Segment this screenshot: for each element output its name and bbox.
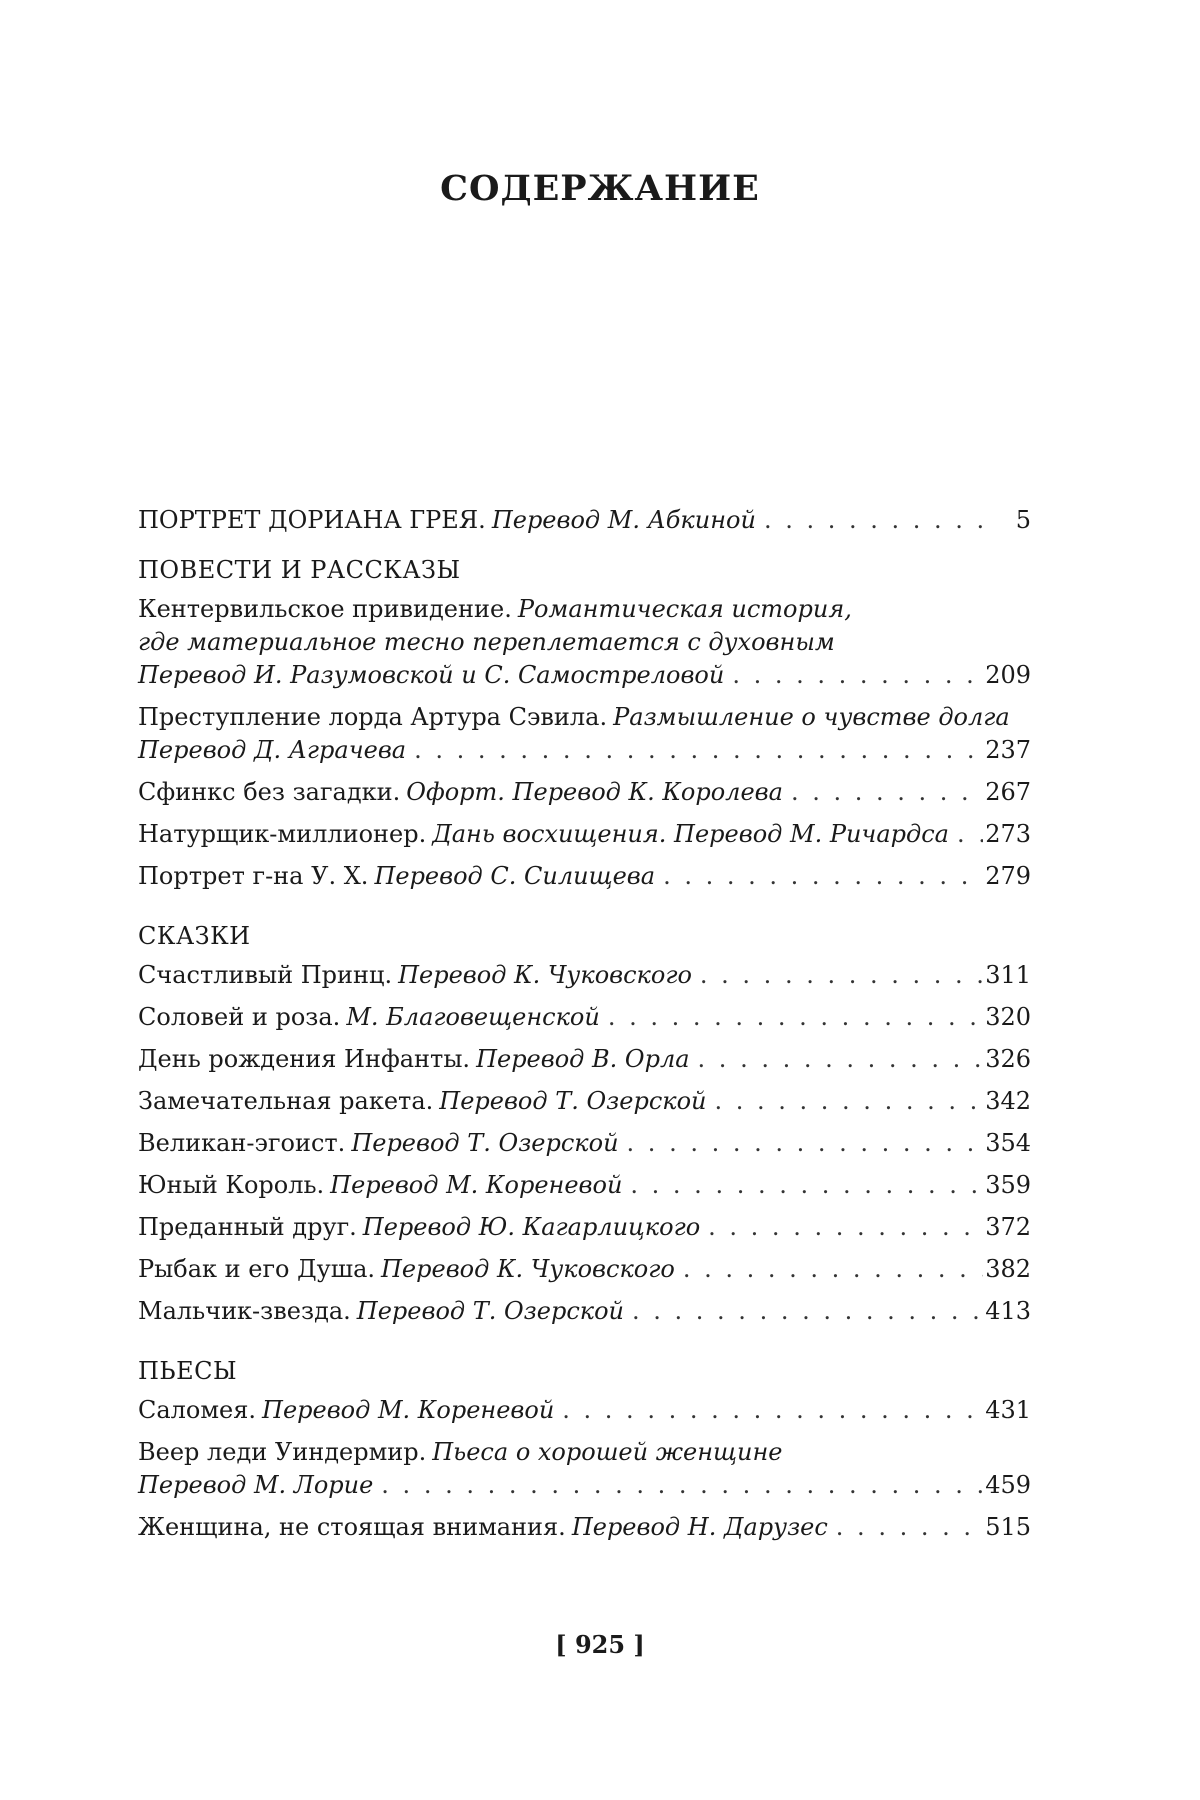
entry-page: 209 [985,661,1031,689]
toc-entry-happy-prince [138,959,1031,992]
entry-subtitle: Пьеса о хорошей женщине [432,1438,783,1466]
dot-leader [700,959,983,992]
entry-title: Преданный друг. [138,1213,357,1241]
toc-entry-rocket [138,1085,1031,1118]
entry-title: Великан-эгоист. [138,1129,346,1157]
entry-title: Рыбак и его Душа. [138,1255,375,1283]
toc-entry-lord-arthur [138,701,1031,767]
entry-page: 279 [985,862,1031,890]
entry-page: 359 [985,1171,1031,1199]
entry-page: 342 [985,1087,1031,1115]
entry-title: Женщина, не стоящая внимания. [138,1513,566,1541]
dot-leader [732,659,983,692]
page-title: СОДЕРЖАНИЕ [440,168,760,209]
entry-translator: Перевод Т. Озерской [356,1297,625,1325]
toc-entry-model-millionaire [138,818,1031,851]
page-number: [ 925 ] [555,1630,645,1659]
dot-leader [683,1253,983,1286]
dot-leader [632,1295,983,1328]
dot-leader [627,1127,984,1160]
toc-entry-mr-wh [138,860,1031,893]
entry-page: 431 [985,1396,1031,1424]
dot-leader [381,1469,983,1502]
section-heading-stories: ПОВЕСТИ И РАССКАЗЫ [138,556,461,584]
dot-leader [608,1001,983,1034]
entry-title: Саломея. [138,1396,257,1424]
entry-title: Натурщик-миллионер. [138,820,427,848]
dot-leader [957,818,983,851]
entry-title: ПОРТРЕТ ДОРИАНА ГРЕЯ. [138,506,486,534]
dot-leader [414,734,983,767]
toc-entry-windermere [138,1436,1031,1502]
entry-title: Счастливый Принц. [138,961,393,989]
toc-entry-woman-no-importance [138,1511,1031,1544]
entry-title: Замечательная ракета. [138,1087,434,1115]
entry-translator: Перевод Д. Аграчева [138,736,407,764]
entry-page: 237 [985,736,1031,764]
dot-leader [562,1394,983,1427]
entry-page: 413 [985,1297,1031,1325]
entry-page: 459 [985,1471,1031,1499]
entry-title: Сфинкс без загадки. [138,778,401,806]
entry-title: Портрет г-на У. Х. [138,862,369,890]
entry-translator: Перевод М. Лорие [138,1471,374,1499]
toc-entry-salome [138,1394,1031,1427]
entry-subtitle-cont: где материальное тесно переплетается с духовным [138,628,835,656]
dot-leader [698,1043,984,1076]
toc-entry-dorian-gray [138,504,1031,537]
dot-leader [630,1169,983,1202]
entry-title: Веер леди Уиндермир. [138,1438,427,1466]
toc-entry-devoted-friend [138,1211,1031,1244]
toc-entry-sphinx [138,776,1031,809]
entry-title: Преступление лорда Артура Сэвила. [138,703,608,731]
entry-page: 311 [985,961,1031,989]
entry-title: День рождения Инфанты. [138,1045,471,1073]
dot-leader [764,504,999,537]
entry-translator: Перевод В. Орла [476,1045,690,1073]
entry-page: 267 [985,778,1031,806]
entry-page: 273 [985,820,1031,848]
dot-leader [836,1511,983,1544]
entry-translator: Перевод С. Силищева [374,862,656,890]
entry-translator: Перевод М. Абкиной [491,506,756,534]
entry-translator: Перевод М. Кореневой [330,1171,623,1199]
toc-entry-selfish-giant [138,1127,1031,1160]
entry-translator: М. Благовещенской [346,1003,600,1031]
section-heading-plays: ПЬЕСЫ [138,1357,238,1385]
dot-leader [791,776,983,809]
entry-translator: Перевод К. Чуковского [398,961,692,989]
entry-subtitle: Размышление о чувстве долга [613,703,1010,731]
entry-page: 320 [985,1003,1031,1031]
toc-entry-star-child [138,1295,1031,1328]
entry-translator: Перевод И. Разумовской и С. Самостреловой [138,661,725,689]
entry-page: 354 [985,1129,1031,1157]
toc-entry-canterville [138,593,1031,692]
entry-translator: Перевод Н. Дарузес [571,1513,828,1541]
entry-page: 372 [985,1213,1031,1241]
toc-entry-nightingale [138,1001,1031,1034]
entry-translator: Перевод Т. Озерской [351,1129,619,1157]
entry-title: Соловей и роза. [138,1003,341,1031]
entry-translator: Перевод Ю. Кагарлицкого [362,1213,701,1241]
entry-translator: Перевод М. Кореневой [262,1396,555,1424]
entry-page: 382 [985,1255,1031,1283]
table-of-contents [138,504,1031,1544]
entry-page: 326 [985,1045,1031,1073]
entry-translator: Дань восхищения. Перевод М. Ричардса [432,820,949,848]
toc-entry-young-king [138,1169,1031,1202]
entry-translator: Перевод Т. Озерской [439,1087,707,1115]
toc-entry-fisherman [138,1253,1031,1286]
dot-leader [663,860,983,893]
entry-translator: Перевод К. Чуковского [381,1255,675,1283]
entry-translator: Офорт. Перевод К. Королева [406,778,783,806]
toc-entry-infanta [138,1043,1031,1076]
entry-title: Юный Король. [138,1171,325,1199]
entry-subtitle: Романтическая история, [517,595,852,623]
dot-leader [715,1085,984,1118]
entry-title: Мальчик-звезда. [138,1297,351,1325]
entry-page: 5 [1015,506,1031,534]
entry-page: 515 [985,1513,1031,1541]
dot-leader [708,1211,983,1244]
entry-title: Кентервильское привидение. [138,595,512,623]
section-heading-fairy-tales: СКАЗКИ [138,922,251,950]
